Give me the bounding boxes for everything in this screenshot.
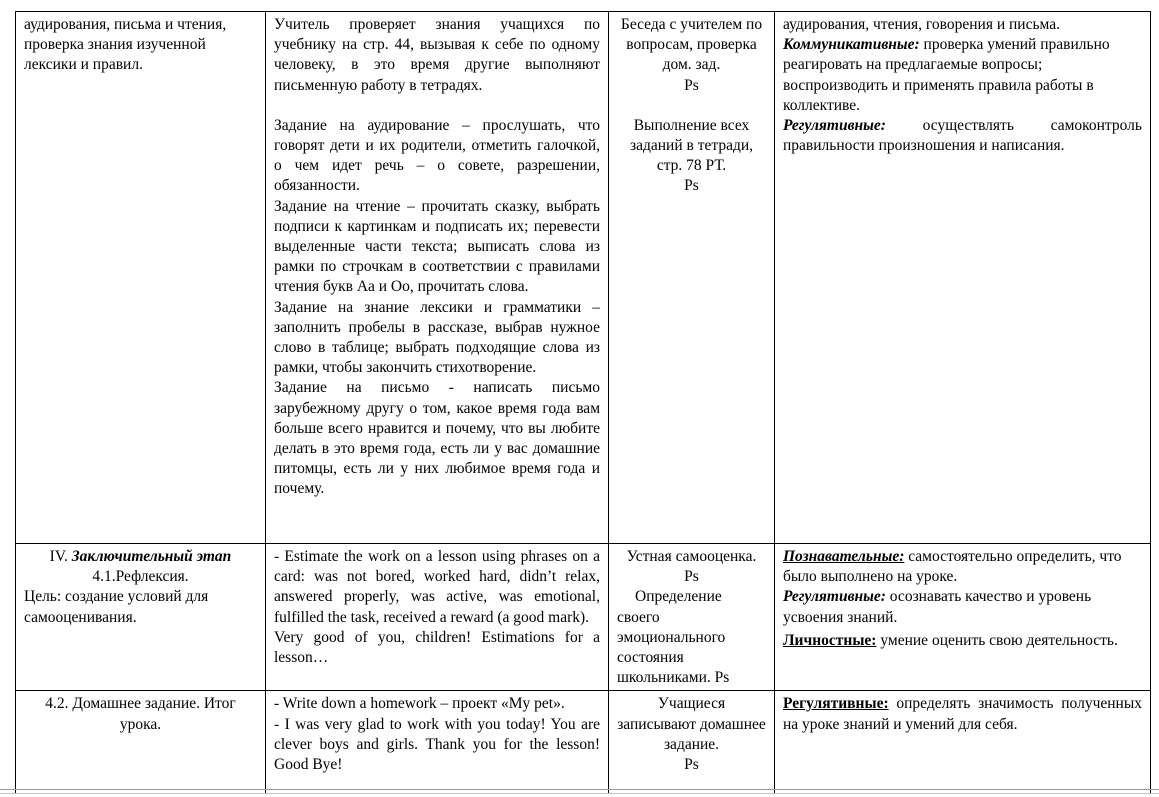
student-activity-a: Учащиеся записывают домашнее задание. xyxy=(617,695,766,753)
teacher-text-1: - Write down a homework – проект «My pet». xyxy=(274,695,565,713)
student-ps-a: Ps xyxy=(684,76,699,94)
table-row xyxy=(16,691,1151,794)
lesson-plan-table xyxy=(15,11,1151,794)
uud-cognitive-text: самостоятельно определить, что было выполнено на уроке. xyxy=(783,548,1122,586)
uud-communicative-text: проверка умений правильно реагировать на предлагаемые вопросы; воспроизводить и применять правила работы в коллективе. xyxy=(783,36,1110,114)
uud-communicative-label: Коммуникативные: xyxy=(783,36,920,54)
table-row xyxy=(16,12,1151,544)
uud-regulative-text: осознавать качество и уровень усвоения знаний. xyxy=(783,588,1092,626)
stage-sub: 4.1.Рефлексия. xyxy=(92,568,189,586)
teacher-activity-cell xyxy=(266,544,609,691)
task-reading: Задание на чтение – прочитать сказку, выбрать подписи к картинкам и подписать их; перевести выделенные части текста; выписать слова из рамки по строчкам в соответствии с правилами чтения букв Aa и Oo, прочитать слова. xyxy=(274,197,600,296)
student-ps-b: Ps xyxy=(684,177,699,195)
student-activity-cell xyxy=(609,12,775,544)
teacher-intro: Учитель проверяет знания учащихся по учебнику на стр. 44, вызывая к себе по одному человеку, в это время другие выполняют письменную работу в тетрадях. xyxy=(274,16,600,94)
stage-roman: IV. xyxy=(49,548,68,565)
task-listening: Задание на аудирование – прослушать, что говорят дети и их родители, отметить галочкой, о чем идет речь – о совете, разрешении, обязанности. xyxy=(274,116,600,195)
uud-cell xyxy=(775,544,1151,691)
student-activity-cell xyxy=(609,691,775,794)
uud-regulative-text: определять значимость полученных на уроке знаний и умений для себя. xyxy=(783,695,1142,733)
student-ps-a: Ps xyxy=(684,756,699,774)
student-activity-a: Устная самооценка. xyxy=(626,548,757,565)
uud-cognitive-label: Познавательные: xyxy=(783,548,905,565)
uud-personal-text: умение оценить свою деятельность. xyxy=(880,631,1118,649)
student-activity-cell xyxy=(609,544,775,691)
student-activity-a: Беседа с учителем по вопросам, проверка дом. зад. xyxy=(620,16,763,74)
uud-regulative-label: Регулятивные: xyxy=(783,588,886,606)
teacher-text-2: - I was very glad to work with you today! You are clever boys and girls. Thank you for the lesson! Good Bye! xyxy=(274,715,600,774)
page-bottom-rule xyxy=(0,789,1159,794)
stage-cell xyxy=(16,12,266,544)
student-activity-b: Определение своего эмоционального состояния школьниками. Ps xyxy=(617,588,730,687)
uud-regulative-label: Регулятивные: xyxy=(783,695,889,713)
student-activity-b: Выполнение всех заданий в тетради, стр. 78 РТ. xyxy=(629,116,754,175)
uud-regulative-text: осуществлять самоконтроль правильности произношения и написания. xyxy=(783,117,1142,155)
stage-text: аудирования, письма и чтения, проверка знания изученной лексики и правил. xyxy=(24,16,227,74)
stage-goal: Цель: создание условий для самооценивания. xyxy=(24,588,209,626)
stage-title: 4.2. Домашнее задание. Итог урока. xyxy=(45,695,236,733)
teacher-activity-cell xyxy=(266,12,609,544)
task-writing: Задание на письмо - написать письмо зарубежному другу о том, какое время года вам больше всего нравится и почему, что вы любите делать в это время года, есть ли у вас домашние питомцы, есть ли у них любимое время года и почему. xyxy=(274,379,600,498)
teacher-text-2: Very good of you, children! Estimations for a lesson… xyxy=(274,628,600,667)
uud-regulative-label: Регулятивные: xyxy=(783,117,886,135)
uud-cell xyxy=(775,12,1151,544)
teacher-text-1: - Estimate the work on a lesson using phrases on a card: was not bored, worked hard, didn’t relax, answered properly, was active, was emotional, fulfilled the task, received a reward (a good mark). xyxy=(274,548,600,626)
task-vocabulary: Задание на знание лексики и грамматики – заполнить пробелы в рассказе, выбрав нужное слово в таблице; выбрать подходящие слова из рамки, чтобы закончить стихотворение. xyxy=(274,298,600,377)
uud-first: аудирования, чтения, говорения и письма. xyxy=(783,16,1061,33)
student-ps-a: Ps xyxy=(684,568,699,586)
uud-cell xyxy=(775,691,1151,794)
stage-cell xyxy=(16,691,266,794)
uud-personal-label: Личностные: xyxy=(783,631,877,649)
stage-cell xyxy=(16,544,266,691)
stage-title: Заключительный этап xyxy=(71,548,232,565)
teacher-activity-cell xyxy=(266,691,609,794)
table-row xyxy=(16,544,1151,691)
